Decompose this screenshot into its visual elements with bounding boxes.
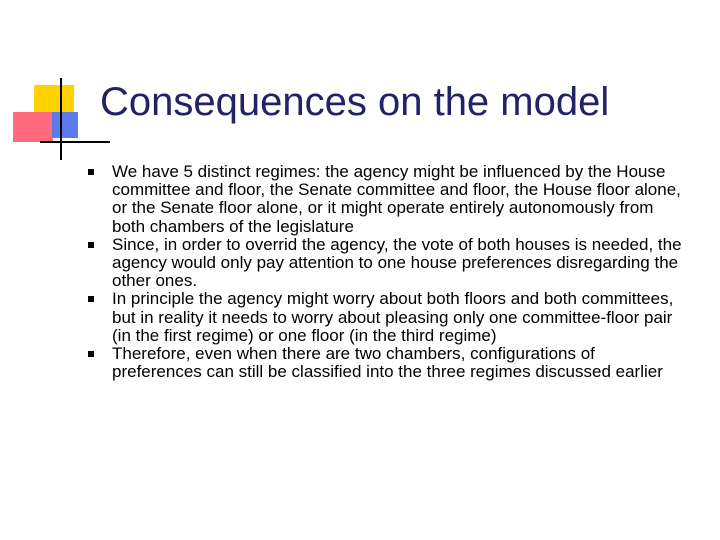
bullet-item [88, 163, 688, 236]
bullet-item [88, 236, 688, 291]
square-bullet-icon [88, 242, 94, 248]
bullet-item [88, 290, 688, 345]
square-bullet-icon [88, 296, 94, 302]
bullet-text: In principle the agency might worry about both floors and both committees, but in reality it needs to worry about pleasing only one committee-floor pair (in the first regime) or one floor (in the third regime) [112, 289, 674, 345]
bullet-item [88, 345, 688, 381]
bullet-text: Since, in order to overrid the agency, the vote of both houses is needed, the agency would only pay attention to one house preferences disregarding the other ones. [112, 234, 682, 291]
logo-horizontal-line [40, 141, 110, 143]
slide-title: Consequences on the model [100, 80, 610, 124]
bullet-text: We have 5 distinct regimes: the agency might be influenced by the House committee and floor, the Senate committee and floor, the House floor alone, or the Senate floor alone, or it might operate entirely autonomously from both chambers of the legislature [112, 162, 681, 236]
bullet-text: Therefore, even when there are two chambers, configurations of preferences can still be classified into the three regimes discussed earlier [112, 344, 663, 382]
square-bullet-icon [88, 351, 94, 357]
logo-pink-square [13, 112, 53, 142]
logo-blue-square [52, 112, 78, 138]
logo-vertical-line [60, 78, 62, 160]
decorative-logo-icon [0, 0, 110, 170]
square-bullet-icon [88, 169, 94, 175]
bullet-list [88, 163, 688, 381]
